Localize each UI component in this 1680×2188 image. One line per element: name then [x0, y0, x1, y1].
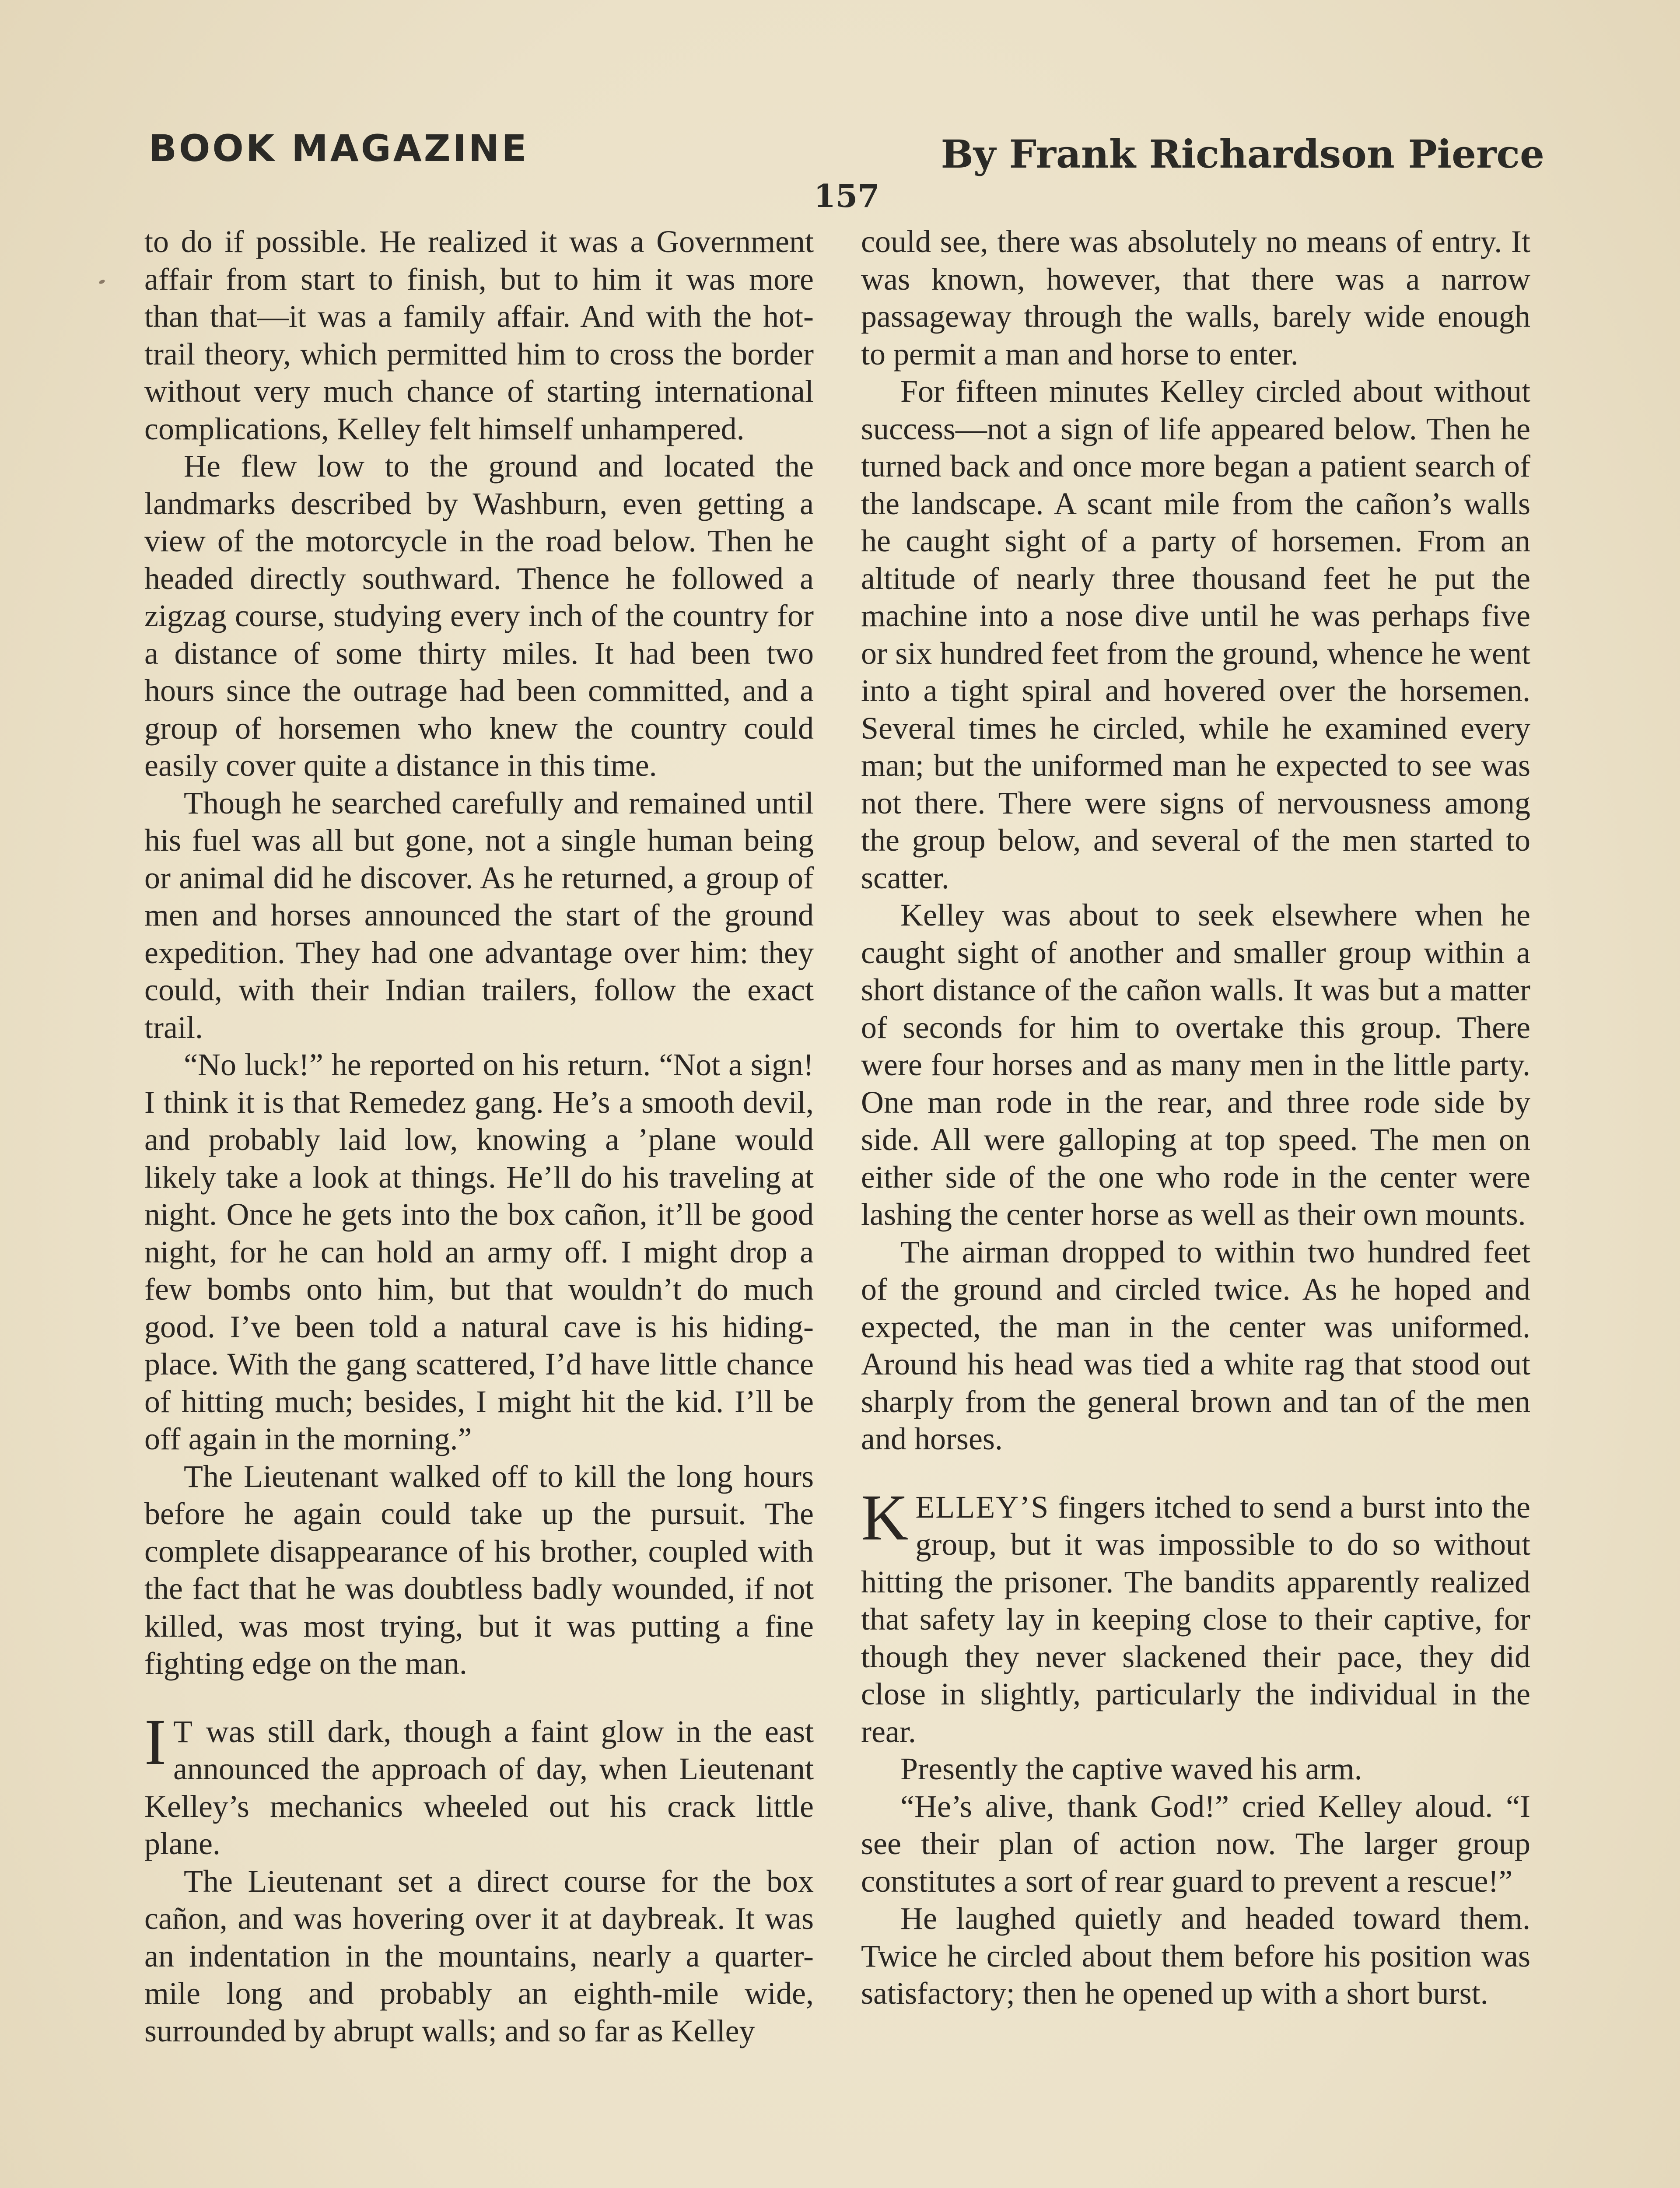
paragraph: could see, there was absolutely no means of entry. It was known, however, that there was a narrow passageway through the walls, barely wide enough to permit a man and horse to enter.: [861, 224, 1530, 372]
small-caps-lead: T: [173, 1714, 193, 1749]
page-number: 157: [814, 177, 880, 214]
paragraph: The Lieutenant walked off to kill the long hours before he again could take up the pursuit. The complete disappearance of his brother, coupled with the fact that he was doubtless badly wounded, if not killed, was most trying, but it was putting a fine fighting edge on the man.: [144, 1459, 814, 1681]
running-header-byline: By Frank Richardson Pierce: [941, 131, 1544, 177]
paragraph: to do if possible. He realized it was a Government affair from start to finish, but to him it was more than that—it was a family affair. And with the hot-trail theory, which permitted him to cross the border without very much chance of starting international complications, Kelley felt himself unhampered.: [144, 224, 814, 446]
paragraph: Though he searched carefully and remained until his fuel was all but gone, not a single human being or animal did he discover. As he returned, a group of men and horses announced the start of the ground expedition. They had one advantage over him: they could, with their Indian trailers, follow the exact trail.: [144, 785, 814, 1045]
section-paragraph: [144, 1705, 814, 1863]
paragraph-text: fingers itched to send a burst into the group, but it was impossible to do so without hitting the prisoner. The bandits apparently realized that safety lay in keeping close to their captive, for though they never slackened their pace, they did close in slightly, particularly the individual in the rear.: [861, 1489, 1530, 1749]
paragraph: For fifteen minutes Kelley circled about without success—not a sign of life appeared below. Then he turned back and once more began a patient search of the landscape. A scant mile from the cañon’s walls he caught sight of a party of horsemen. From an altitude of nearly three thousand feet he put the machine into a nose dive until he was perhaps five or six hundred feet from the ground, whence he went into a tight spiral and hovered over the horsemen. Several times he circled, while he examined every man; but the uniformed man he expected to see was not there. There were signs of nervousness among the group below, and several of the men started to scatter.: [861, 374, 1530, 895]
section-paragraph: [861, 1481, 1530, 1751]
paper-speck: [98, 279, 105, 284]
paragraph-text: was still dark, though a faint glow in the east announced the approach of day, when Lieutenant Kelley’s mechanics wheeled out his crack little plane.: [144, 1714, 814, 1861]
drop-cap: K: [861, 1481, 909, 1554]
small-caps-lead: ELLEY’S: [915, 1489, 1050, 1525]
paragraph: He laughed quietly and headed toward them. Twice he circled about them before his position was satisfactory; then he opened up with a short burst.: [861, 1901, 1530, 2011]
running-header-magazine: BOOK MAGAZINE: [149, 127, 529, 170]
paragraph: “He’s alive, thank God!” cried Kelley aloud. “I see their plan of action now. The larger group constitutes a sort of rear guard to prevent a rescue!”: [861, 1788, 1530, 1899]
paragraph: Presently the captive waved his arm.: [900, 1751, 1362, 1786]
paragraph: The airman dropped to within two hundred feet of the ground and circled twice. As he hoped and expected, the man in the center was uniformed. Around his head was tied a white rag that stood out sharply from the general brown and tan of the men and horses.: [861, 1234, 1530, 1456]
right-column: [861, 223, 1530, 2013]
paragraph: “No luck!” he reported on his return. “Not a sign! I think it is that Remedez gang. He’s a smooth devil, and probably laid low, knowing a ’plane would likely take a look at things. He’ll do his traveling at night. Once he gets into the box cañon, it’ll be good night, for he can hold an army off. I might drop a few bombs onto him, but that wouldn’t do much good. I’ve been told a natural cave is his hiding-place. With the gang scattered, I’d have little chance of hitting much; besides, I might hit the kid. I’ll be off again in the morning.”: [144, 1047, 814, 1456]
left-column: [144, 223, 814, 2050]
paragraph: The Lieutenant set a direct course for the box cañon, and was hovering over it at daybreak. It was an indentation in the mountains, nearly a quarter-mile long and probably an eighth-mile wide, surrounded by abrupt walls; and so far as Kelley: [144, 1863, 814, 2048]
paragraph: Kelley was about to seek elsewhere when he caught sight of another and smaller group within a short distance of the cañon walls. It was but a matter of seconds for him to overtake this group. There were four horses and as many men in the little party. One man rode in the rear, and three rode side by side. All were galloping at top speed. The men on either side of the one who rode in the center were lashing the center horse as well as their own mounts.: [861, 898, 1530, 1232]
drop-cap: I: [144, 1705, 166, 1778]
paragraph: He flew low to the ground and located the landmarks described by Washburn, even getting a view of the motorcycle in the road below. Then he headed directly southward. Thence he followed a zigzag course, studying every inch of the country for a distance of some thirty miles. It had been two hours since the outrage had been committed, and a group of horsemen who knew the country could easily cover quite a distance in this time.: [144, 449, 814, 783]
